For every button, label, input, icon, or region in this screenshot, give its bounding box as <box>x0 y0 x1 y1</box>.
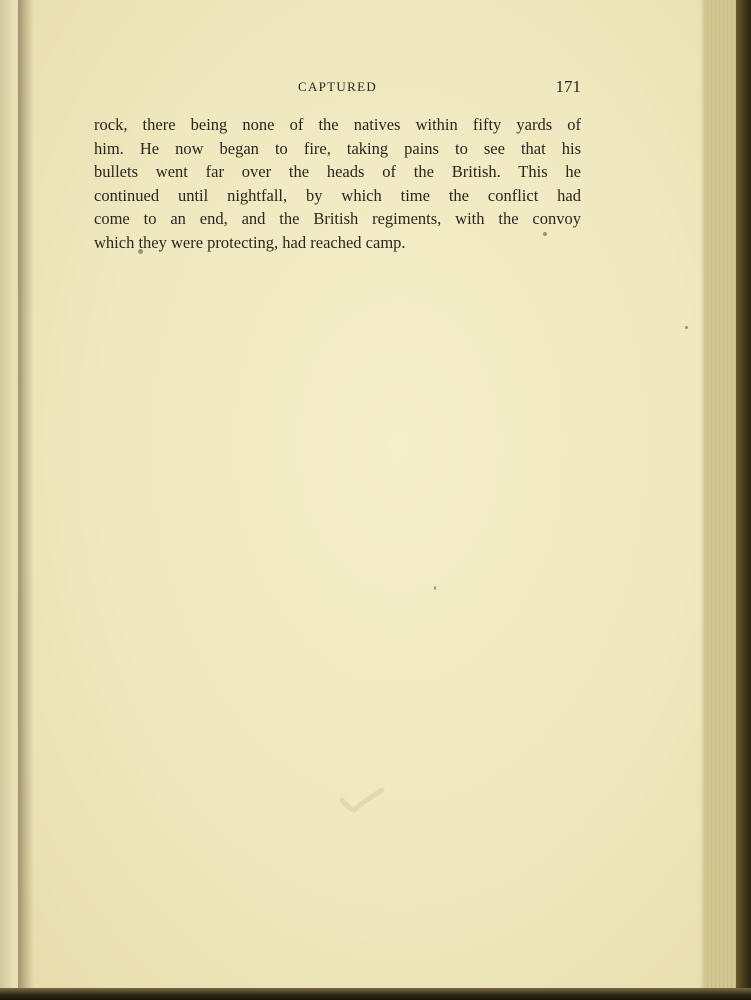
text-line: rock, there being none of the natives within fifty yards of <box>94 115 581 134</box>
bottom-edge <box>0 988 751 1000</box>
text-line: him. He now began to fire, taking pains to see that his <box>94 138 581 158</box>
faint-check-mark <box>338 786 386 814</box>
text-line: bullets went far over the heads of the British. This he <box>94 162 581 182</box>
body-text <box>94 113 581 255</box>
running-head <box>94 77 581 99</box>
text-line: come to an end, and the British regiments, with the convoy <box>94 209 581 229</box>
book-cover-edge <box>736 0 751 1000</box>
gutter-shadow <box>18 0 34 1000</box>
text-line: continued until nightfall, by which time the conflict had <box>94 185 581 205</box>
page-number: 171 <box>555 77 581 96</box>
running-title: CAPTURED <box>297 79 378 94</box>
paper-speck <box>434 586 436 590</box>
text-line: which they were protecting, had reached camp. <box>94 232 406 252</box>
paper-speck <box>685 326 688 329</box>
